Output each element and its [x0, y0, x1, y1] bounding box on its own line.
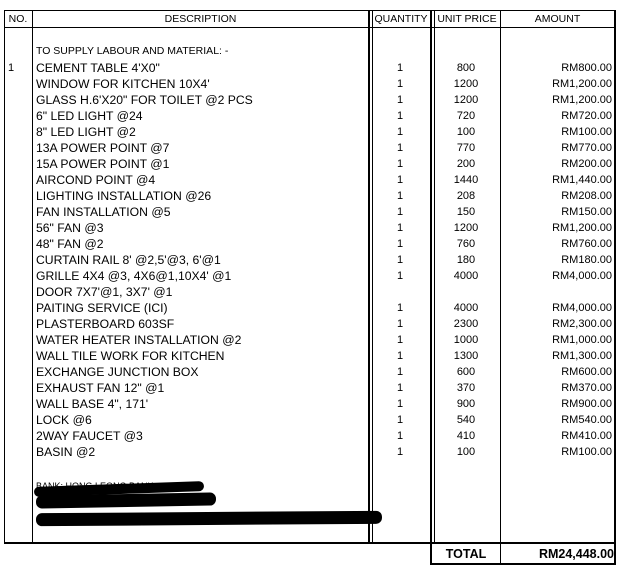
table-row [0, 236, 633, 252]
item-amount: RM1,200.00 [552, 78, 612, 90]
table-row [0, 316, 633, 332]
item-quantity: 1 [396, 222, 404, 234]
item-quantity: 1 [396, 110, 404, 122]
item-description: 15A POWER POINT @1 [36, 157, 170, 171]
item-quantity: 1 [396, 174, 404, 186]
item-unit-price: 2300 [453, 318, 479, 330]
item-unit-price: 1200 [453, 78, 479, 90]
item-unit-price: 720 [456, 110, 476, 122]
item-amount: RM760.00 [561, 238, 612, 250]
item-description: 6" LED LIGHT @24 [36, 109, 143, 123]
item-unit-price: 180 [456, 254, 476, 266]
item-description: LIGHTING INSTALLATION @26 [36, 189, 212, 203]
table-row [0, 268, 633, 284]
item-amount: RM410.00 [561, 430, 612, 442]
item-quantity: 1 [396, 302, 404, 314]
table-row [0, 188, 633, 204]
item-amount [500, 284, 612, 300]
intro-text: TO SUPPLY LABOUR AND MATERIAL: - [36, 45, 229, 57]
item-unit-price: 208 [456, 190, 476, 202]
item-quantity: 1 [396, 206, 404, 218]
item-quantity: 1 [396, 318, 404, 330]
item-quantity [380, 284, 420, 300]
item-description: GRILLE 4X4 @3, 4X6@1,10X4' @1 [36, 269, 232, 283]
item-description: LOCK @6 [36, 413, 92, 427]
item-description: WALL BASE 4", 171' [36, 397, 149, 411]
item-quantity: 1 [396, 254, 404, 266]
item-description: CURTAIN RAIL 8' @2,5'@3, 6'@1 [36, 253, 221, 267]
item-quantity: 1 [396, 350, 404, 362]
item-amount: RM600.00 [561, 366, 612, 378]
item-quantity: 1 [396, 270, 404, 282]
table-row [0, 92, 633, 108]
item-unit-price: 4000 [453, 270, 479, 282]
header-description: DESCRIPTION [164, 13, 237, 25]
item-amount: RM4,000.00 [552, 270, 612, 282]
item-quantity: 1 [396, 142, 404, 154]
item-description: PLASTERBOARD 603SF [36, 317, 175, 331]
item-unit-price: 410 [456, 430, 476, 442]
item-amount: RM208.00 [561, 190, 612, 202]
item-amount: RM1,440.00 [552, 174, 612, 186]
item-unit-price: 150 [456, 206, 476, 218]
item-unit-price: 200 [456, 158, 476, 170]
item-description: PAITING SERVICE (ICI) [36, 301, 168, 315]
item-unit-price: 900 [456, 398, 476, 410]
table-row [0, 60, 633, 76]
item-amount: RM1,300.00 [552, 350, 612, 362]
table-row [0, 284, 633, 300]
item-quantity: 1 [396, 398, 404, 410]
item-amount: RM540.00 [561, 414, 612, 426]
item-description: CEMENT TABLE 4'X0" [36, 61, 160, 75]
item-amount: RM2,300.00 [552, 318, 612, 330]
item-amount: RM370.00 [561, 382, 612, 394]
item-quantity: 1 [396, 430, 404, 442]
item-quantity: 1 [396, 382, 404, 394]
redaction-bar-2 [36, 492, 216, 508]
header-quantity: QUANTITY [374, 13, 428, 25]
item-quantity: 1 [396, 62, 404, 74]
table-row [0, 76, 633, 92]
item-description: 56" FAN @3 [36, 221, 104, 235]
item-amount: RM770.00 [561, 142, 612, 154]
table-top-border [4, 10, 615, 11]
item-unit-price: 1300 [453, 350, 479, 362]
item-amount: RM180.00 [561, 254, 612, 266]
item-description: DOOR 7X7'@1, 3X7' @1 [36, 285, 173, 299]
item-description: 2WAY FAUCET @3 [36, 429, 143, 443]
item-unit-price: 370 [456, 382, 476, 394]
table-row [0, 412, 633, 428]
item-description: FAN INSTALLATION @5 [36, 205, 171, 219]
item-description: 8" LED LIGHT @2 [36, 125, 136, 139]
item-unit-price: 1000 [453, 334, 479, 346]
item-description: 48" FAN @2 [36, 237, 104, 251]
item-unit-price: 100 [456, 126, 476, 138]
total-value: RM24,448.00 [538, 547, 614, 561]
table-row [0, 364, 633, 380]
item-unit-price: 1200 [453, 222, 479, 234]
item-quantity: 1 [396, 158, 404, 170]
table-row [0, 380, 633, 396]
item-unit-price [432, 284, 500, 300]
item-quantity: 1 [396, 238, 404, 250]
item-amount: RM720.00 [561, 110, 612, 122]
item-quantity: 1 [396, 78, 404, 90]
item-amount: RM1,000.00 [552, 334, 612, 346]
item-unit-price: 600 [456, 366, 476, 378]
header-amount: AMOUNT [534, 13, 581, 25]
header-bottom-border [4, 27, 615, 28]
item-unit-price: 800 [456, 62, 476, 74]
item-description: BASIN @2 [36, 445, 96, 459]
item-amount: RM100.00 [561, 126, 612, 138]
item-quantity: 1 [396, 366, 404, 378]
table-row [0, 428, 633, 444]
table-row [0, 140, 633, 156]
item-amount: RM800.00 [561, 62, 612, 74]
item-description: WALL TILE WORK FOR KITCHEN [36, 349, 225, 363]
item-description: EXCHANGE JUNCTION BOX [36, 365, 199, 379]
table-row [0, 332, 633, 348]
table-row [0, 220, 633, 236]
item-unit-price: 760 [456, 238, 476, 250]
table-row [0, 204, 633, 220]
item-description: WATER HEATER INSTALLATION @2 [36, 333, 242, 347]
table-row [0, 348, 633, 364]
item-amount: RM200.00 [561, 158, 612, 170]
item-amount: RM1,200.00 [552, 94, 612, 106]
redaction-bar-3 [36, 511, 382, 526]
item-amount: RM4,000.00 [552, 302, 612, 314]
table-row [0, 124, 633, 140]
item-quantity: 1 [396, 446, 404, 458]
item-quantity: 1 [396, 94, 404, 106]
item-unit-price: 770 [456, 142, 476, 154]
item-unit-price: 1200 [453, 94, 479, 106]
item-amount: RM100.00 [561, 446, 612, 458]
item-unit-price: 100 [456, 446, 476, 458]
table-bottom-border [4, 542, 616, 544]
item-quantity: 1 [396, 190, 404, 202]
item-unit-price: 540 [456, 414, 476, 426]
item-description: GLASS H.6'X20" FOR TOILET @2 PCS [36, 93, 253, 107]
table-row [0, 300, 633, 316]
item-amount: RM150.00 [561, 206, 612, 218]
item-description: 13A POWER POINT @7 [36, 141, 170, 155]
item-description: WINDOW FOR KITCHEN 10X4' [36, 77, 210, 91]
total-row-bottom-border [432, 563, 616, 565]
table-row [0, 108, 633, 124]
table-row [0, 252, 633, 268]
header-unit-price: UNIT PRICE [437, 13, 497, 25]
item-number: 1 [8, 62, 15, 74]
total-label: TOTAL [445, 547, 487, 561]
item-description: EXHAUST FAN 12" @1 [36, 381, 165, 395]
item-amount: RM1,200.00 [552, 222, 612, 234]
table-row [0, 156, 633, 172]
item-description: AIRCOND POINT @4 [36, 173, 156, 187]
item-quantity: 1 [396, 414, 404, 426]
item-unit-price: 4000 [453, 302, 479, 314]
header-no: NO. [8, 13, 28, 25]
item-unit-price: 1440 [453, 174, 479, 186]
table-row [0, 444, 633, 460]
table-row [0, 172, 633, 188]
item-quantity: 1 [396, 334, 404, 346]
item-amount: RM900.00 [561, 398, 612, 410]
table-row [0, 396, 633, 412]
item-quantity: 1 [396, 126, 404, 138]
